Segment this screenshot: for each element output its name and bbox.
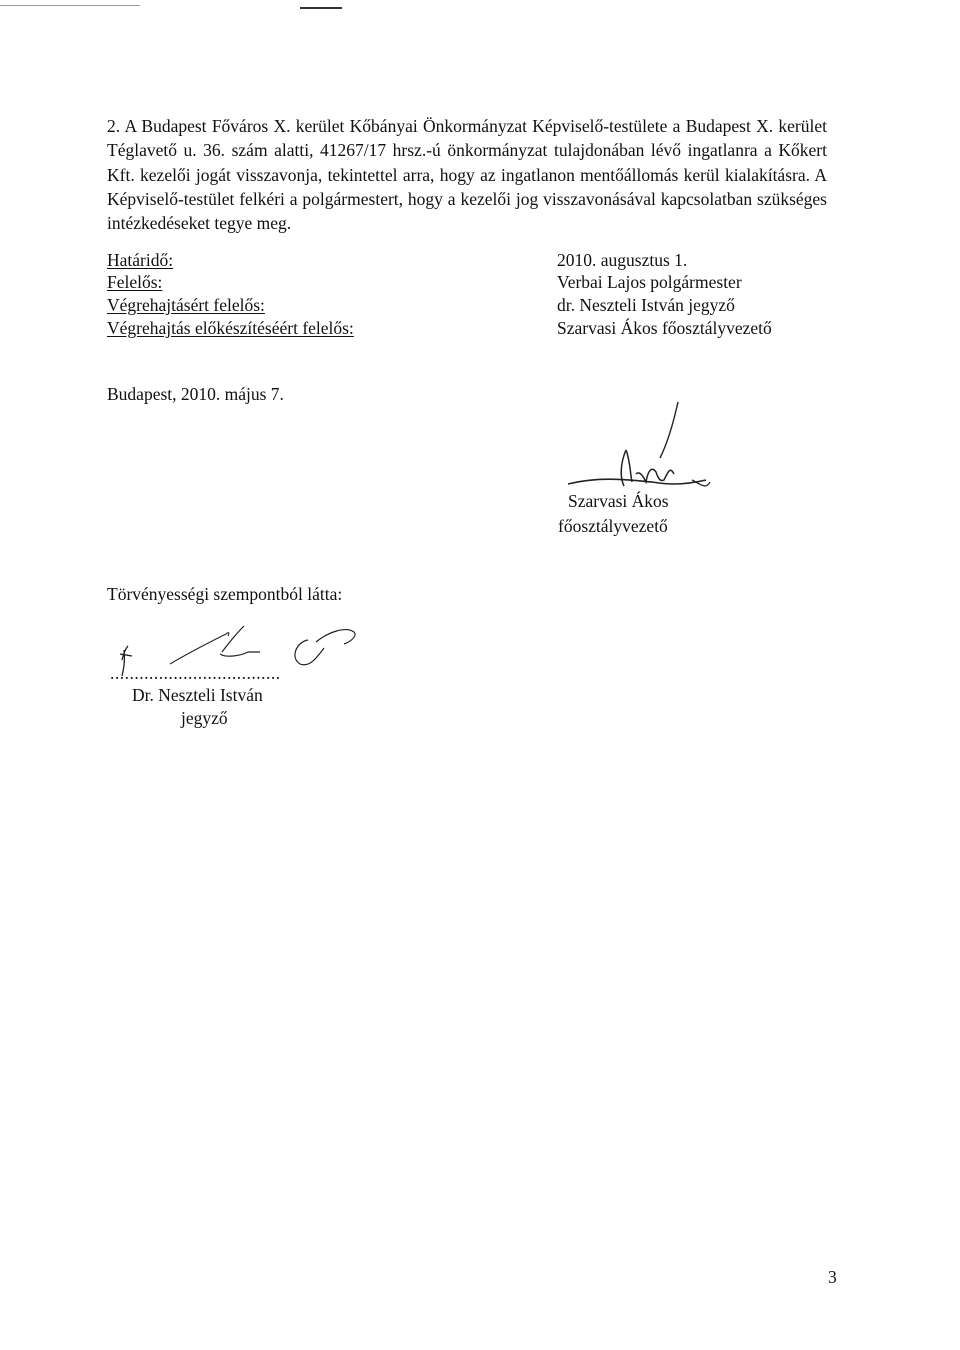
- deadline-value: 2010. augusztus 1.: [557, 250, 688, 270]
- signature-dotted-line: ...................................: [110, 663, 281, 683]
- legal-review-name: Dr. Neszteli István: [132, 685, 263, 705]
- legal-review-title: jegyző: [181, 708, 228, 728]
- signer-1-name: Szarvasi Ákos: [568, 491, 669, 511]
- scan-edge-mark: [300, 7, 342, 9]
- handwritten-signature-1: [560, 400, 720, 500]
- responsible-label: Felelős:: [107, 272, 163, 292]
- legal-review-heading: Törvényességi szempontból látta:: [107, 584, 343, 604]
- page-number: 3: [828, 1267, 837, 1287]
- preparation-responsible-value: Szarvasi Ákos főosztályvezető: [557, 318, 772, 338]
- preparation-responsible-label: Végrehajtás előkészítéséért felelős:: [107, 318, 354, 338]
- place-date: Budapest, 2010. május 7.: [107, 384, 284, 404]
- signer-1-title: főosztályvezető: [558, 516, 668, 536]
- scan-edge-line: [0, 5, 140, 6]
- deadline-label: Határidő:: [107, 250, 174, 270]
- execution-responsible-value: dr. Neszteli István jegyző: [557, 295, 735, 315]
- decision-paragraph: 2. A Budapest Főváros X. kerület Kőbányai Önkormányzat Képviselő-testülete a Budapest X. kerület Téglavető u. 36. szám alatti, 41267/17 hrsz.-ú önkormányzat tulajdonában lévő ingatlanra a Kőkert Kft. kezelői jogát visszavonja, tekintettel arra, hogy az ingatlanon mentőállomás kerül kialakításra. A Képviselő-testület felkéri a polgármestert, hogy a kezelői jog visszavonásával kapcsolatban szükséges intézkedéseket tegye meg.: [107, 116, 827, 234]
- responsible-value: Verbai Lajos polgármester: [557, 272, 742, 292]
- execution-responsible-label: Végrehajtásért felelős:: [107, 295, 265, 315]
